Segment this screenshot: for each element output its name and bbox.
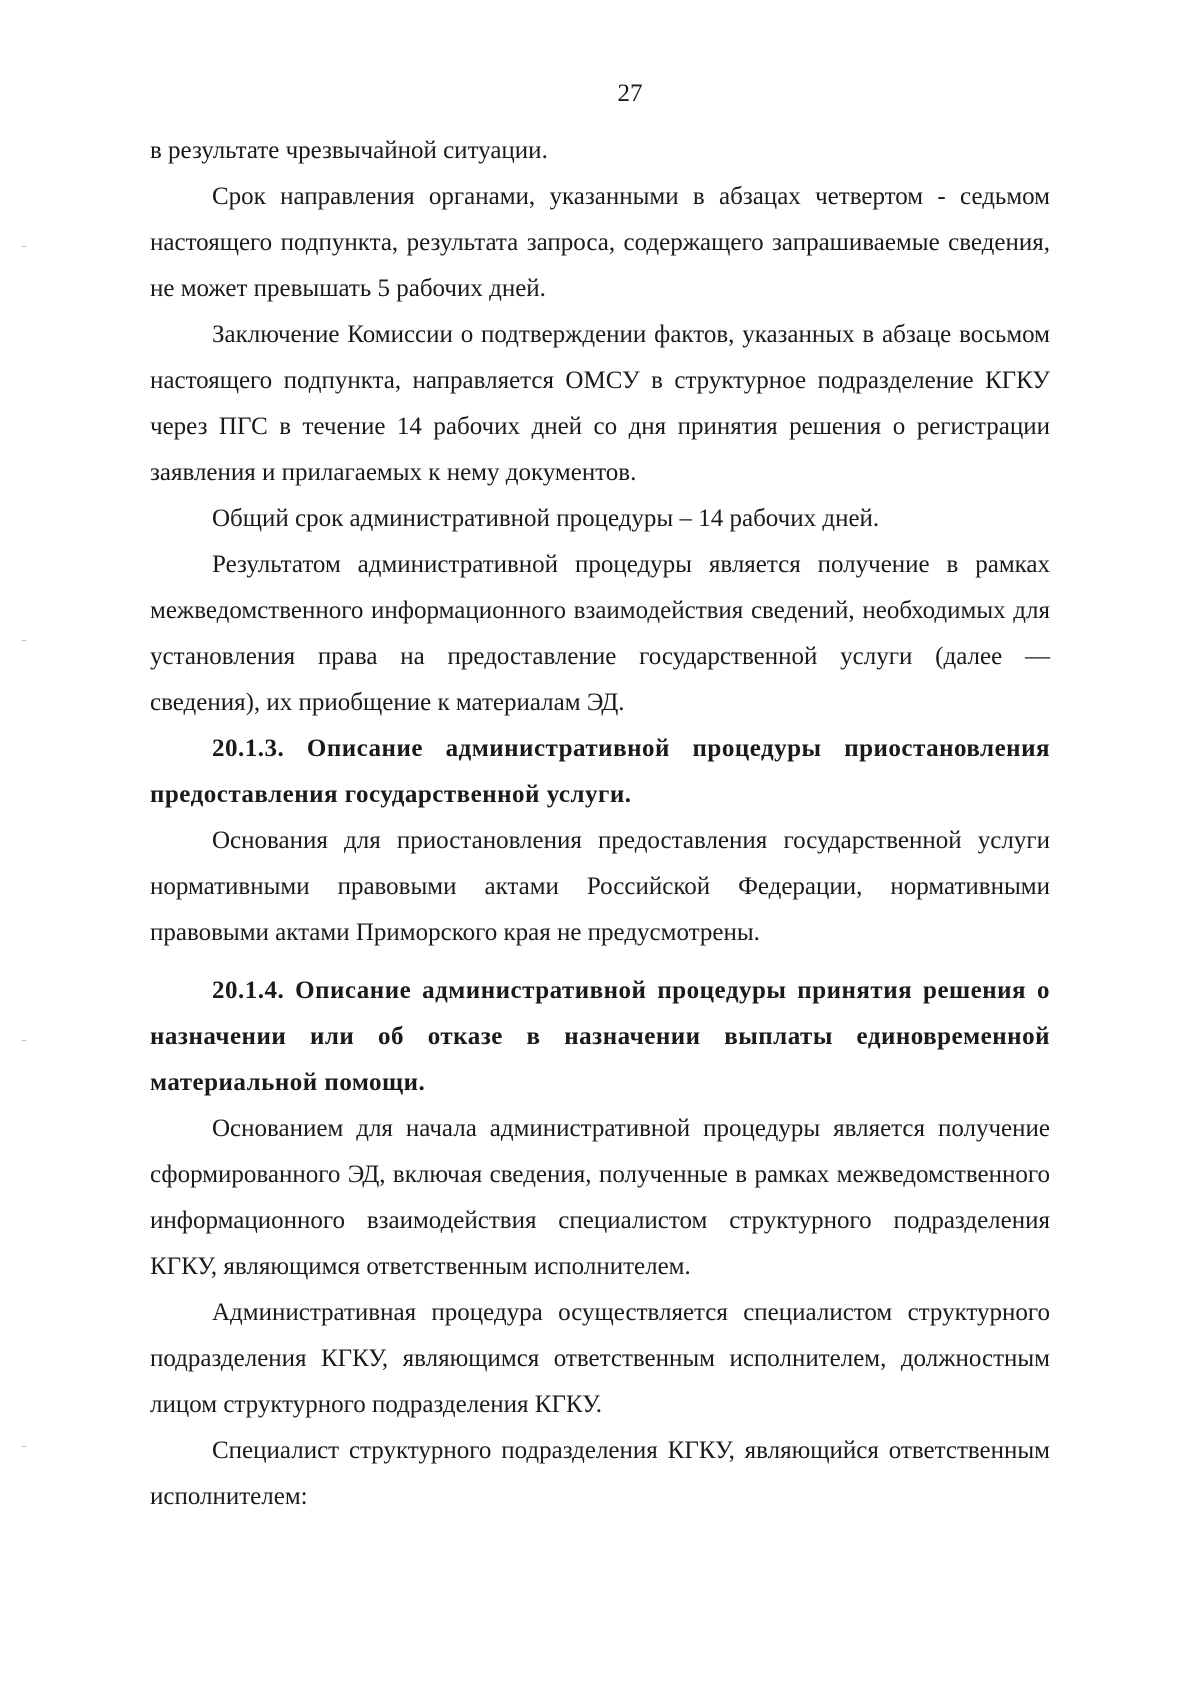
scan-margin-mark [22,1040,26,1041]
scan-margin-mark [22,246,26,247]
document-body [150,128,1050,1520]
paragraph-procedure-basis: Основанием для начала административной процедуры является получение сформированного ЭД, включая сведения, полученные в рамках межведомственного информационного взаимодействия специалистом структурного подразделения КГКУ, являющимся ответственным исполнителем. [150,1115,1050,1280]
section-heading-20-1-3: 20.1.3. Описание административной процедуры приостановления предоставления государственной услуги. [150,735,1050,808]
scan-margin-mark [22,1446,26,1447]
paragraph-suspension-grounds: Основания для приостановления предоставления государственной услуги нормативными правовыми актами Российской Федерации, нормативными правовыми актами Приморского края не предусмотрены. [150,827,1050,946]
paragraph-response-deadline: Срок направления органами, указанными в абзацах четвертом - седьмом настоящего подпункта, результата запроса, содержащего запрашиваемые сведения, не может превышать 5 рабочих дней. [150,183,1050,302]
paragraph-specialist-duties: Специалист структурного подразделения КГКУ, являющийся ответственным исполнителем: [150,1437,1050,1510]
paragraph-procedure-executor: Административная процедура осуществляется специалистом структурного подразделения КГКУ, являющимся ответственным исполнителем, должностным лицом структурного подразделения КГКУ. [150,1299,1050,1418]
paragraph-total-term: Общий срок административной процедуры – 14 рабочих дней. [212,505,880,532]
section-heading-20-1-4: 20.1.4. Описание административной процедуры принятия решения о назначении или об отказе в назначении выплаты единовременной материальной помощи. [150,977,1050,1096]
scan-margin-mark [22,640,26,641]
paragraph-continuation: в результате чрезвычайной ситуации. [150,137,548,164]
paragraph-procedure-result: Результатом административной процедуры является получение в рамках межведомственного информационного взаимодействия сведений, необходимых для установления права на предоставление государственной услуги (далее — сведения), их приобщение к материалам ЭД. [150,551,1050,716]
page-number: 27 [617,80,643,107]
paragraph-commission-conclusion: Заключение Комиссии о подтверждении фактов, указанных в абзаце восьмом настоящего подпункта, направляется ОМСУ в структурное подразделение КГКУ через ПГС в течение 14 рабочих дней со дня принятия решения о регистрации заявления и прилагаемых к нему документов. [150,321,1050,486]
